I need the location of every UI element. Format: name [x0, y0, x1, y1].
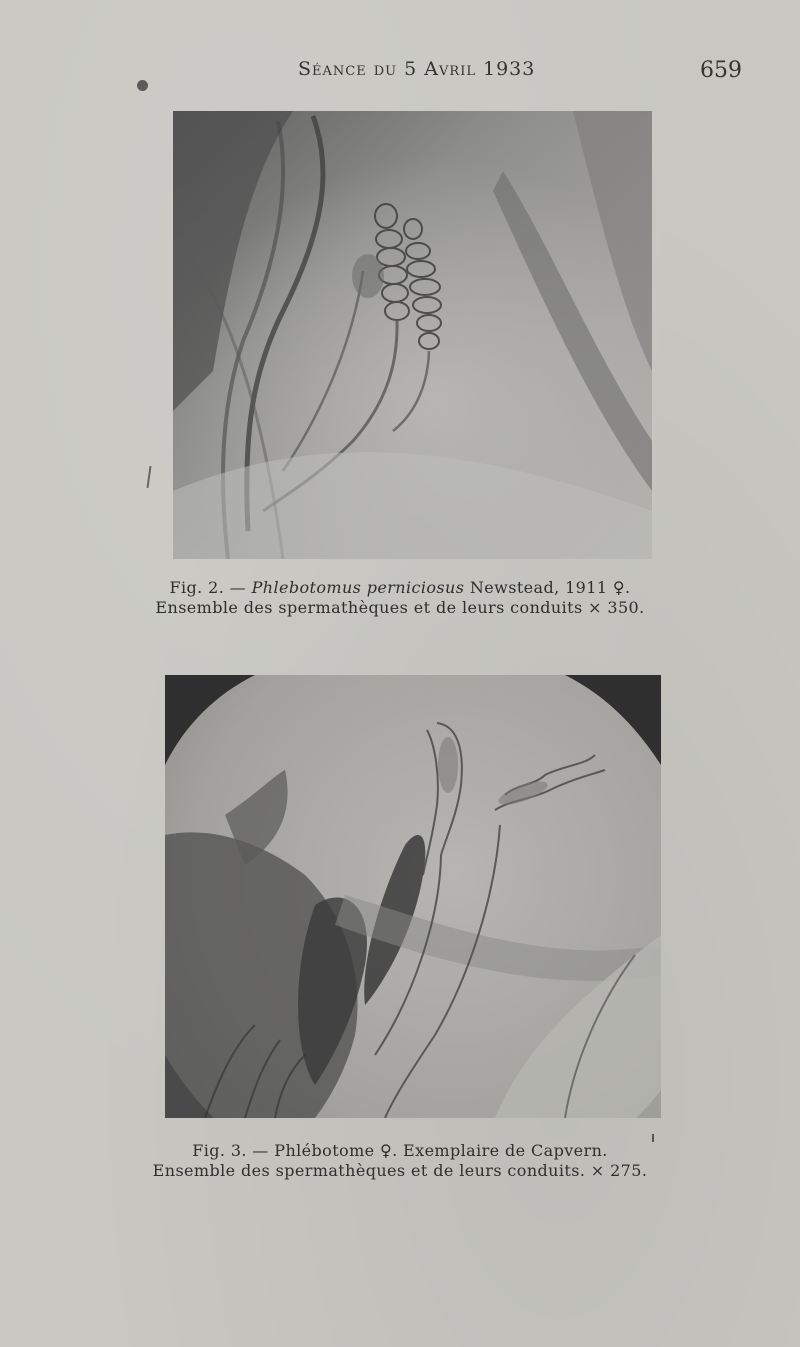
figure-3-caption	[0, 1141, 800, 1181]
pencil-mark	[146, 466, 151, 488]
figure-3-caption-line-1: Fig. 3. — Phlébotome ♀. Exemplaire de Capvern.	[192, 1141, 608, 1160]
figure-2-caption	[0, 578, 800, 618]
figure-2-label: Fig. 2. —	[169, 578, 252, 597]
figure-3-photomicrograph	[165, 675, 661, 1118]
pencil-mark	[652, 1134, 654, 1142]
figure-2-caption-line-2: Ensemble des spermathèques et de leurs conduits × 350.	[155, 598, 645, 617]
figure-2-caption-line-1	[0, 578, 800, 598]
running-title: Séance du 5 Avril 1933	[298, 58, 536, 80]
figure-3-caption-line-2: Ensemble des spermathèques et de leurs conduits. × 275.	[152, 1161, 648, 1180]
figure-2-authority: Newstead, 1911 ♀.	[464, 578, 631, 597]
page-number: 659	[700, 58, 742, 83]
figure-2-species: Phlebotomus perniciosus	[251, 578, 465, 597]
running-header	[0, 58, 800, 88]
figure-2-photomicrograph	[173, 111, 652, 559]
